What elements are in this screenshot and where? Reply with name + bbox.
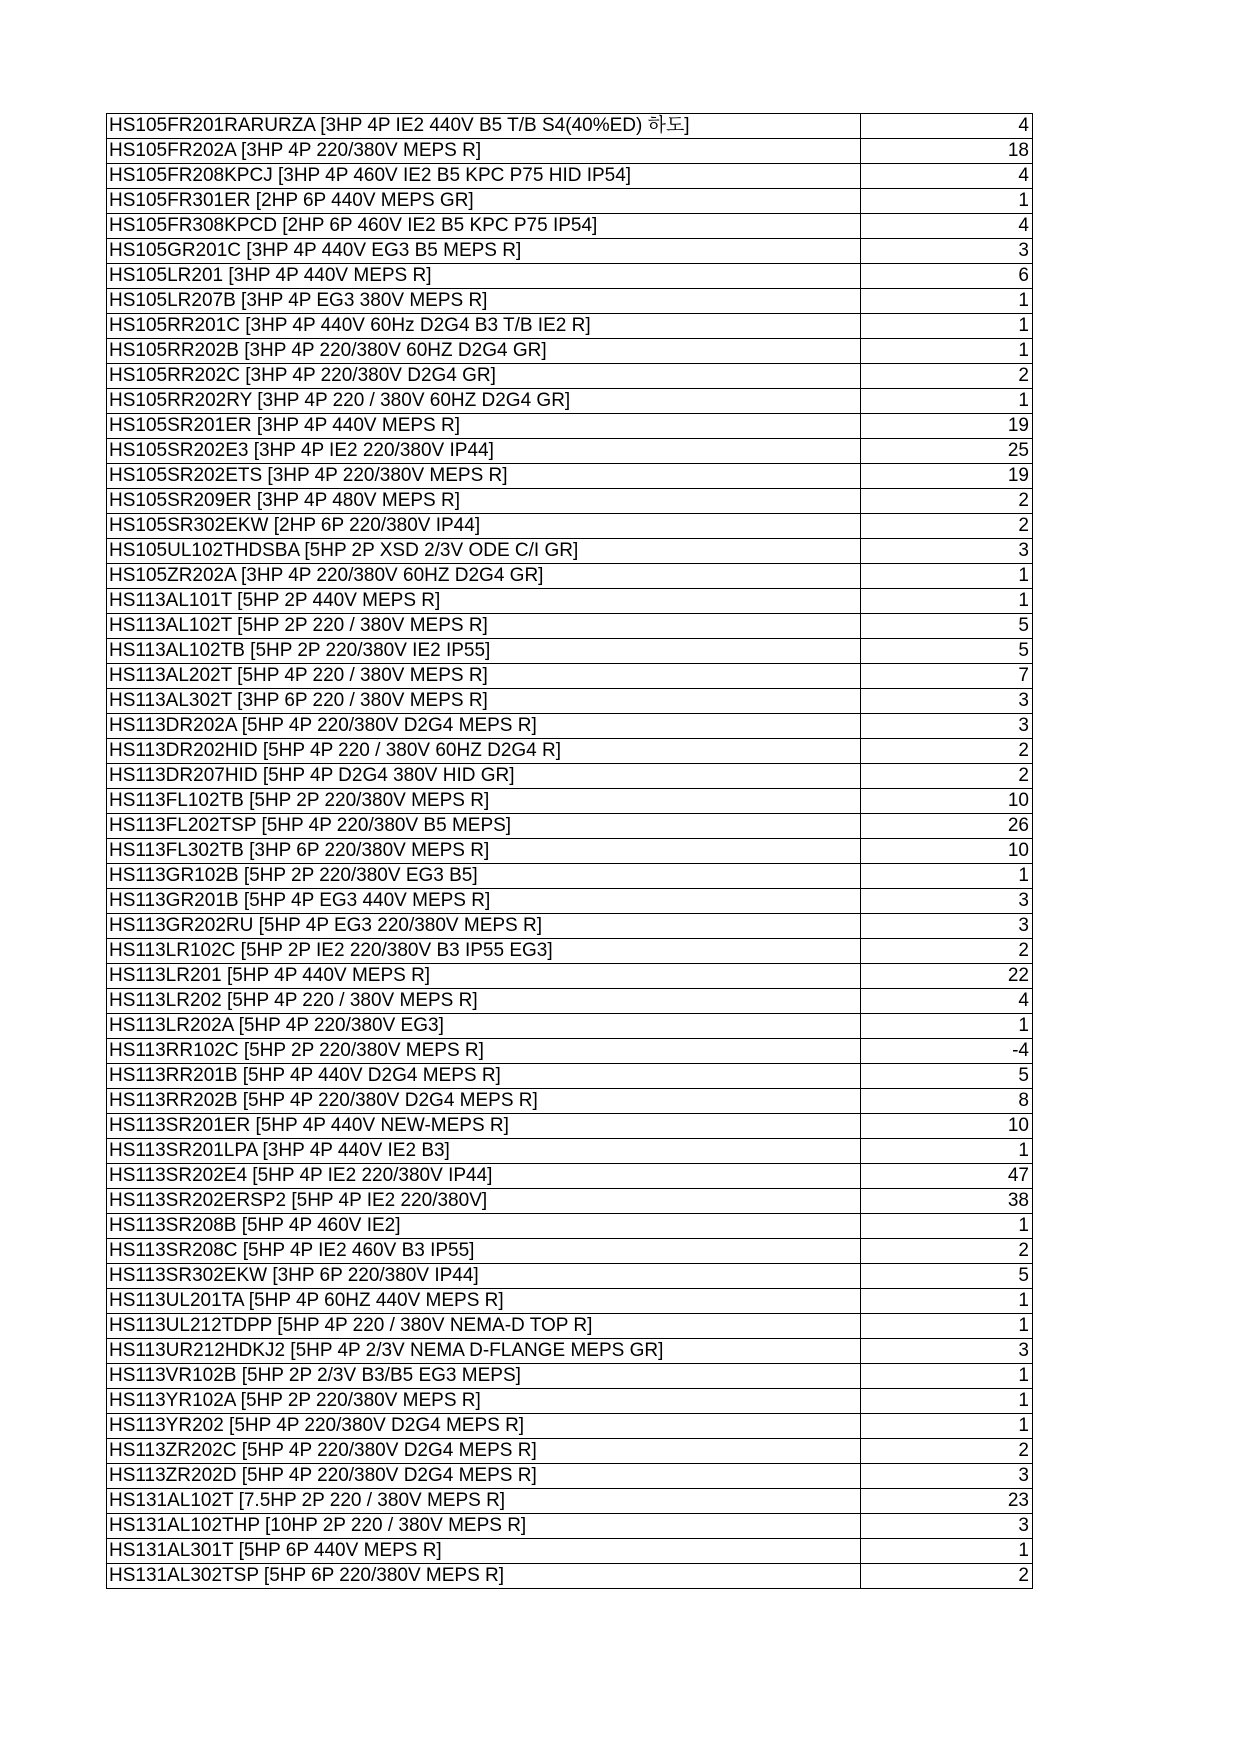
table-row	[107, 1239, 1033, 1264]
table-row	[107, 564, 1033, 589]
item-description-cell: HS113LR202 [5HP 4P 220 / 380V MEPS R]	[107, 989, 861, 1014]
table-row	[107, 689, 1033, 714]
table-row	[107, 164, 1033, 189]
item-description-cell: HS113DR207HID [5HP 4P D2G4 380V HID GR]	[107, 764, 861, 789]
item-description-cell: HS113AL102TB [5HP 2P 220/380V IE2 IP55]	[107, 639, 861, 664]
table-row	[107, 714, 1033, 739]
table-row	[107, 914, 1033, 939]
item-description-cell: HS113RR102C [5HP 2P 220/380V MEPS R]	[107, 1039, 861, 1064]
item-description-cell: HS113SR202ERSP2 [5HP 4P IE2 220/380V]	[107, 1189, 861, 1214]
item-description-cell: HS113FL302TB [3HP 6P 220/380V MEPS R]	[107, 839, 861, 864]
quantity-cell: 1	[861, 389, 1033, 414]
table-row	[107, 1014, 1033, 1039]
item-description-cell: HS113UL212TDPP [5HP 4P 220 / 380V NEMA-D TOP R]	[107, 1314, 861, 1339]
quantity-cell: 5	[861, 1064, 1033, 1089]
item-description-cell: HS113GR102B [5HP 2P 220/380V EG3 B5]	[107, 864, 861, 889]
item-description-cell: HS105FR202A [3HP 4P 220/380V MEPS R]	[107, 139, 861, 164]
quantity-cell: 4	[861, 989, 1033, 1014]
quantity-cell: 1	[861, 1139, 1033, 1164]
table-row	[107, 1339, 1033, 1364]
item-description-cell: HS131AL102THP [10HP 2P 220 / 380V MEPS R]	[107, 1514, 861, 1539]
item-description-cell: HS113LR201 [5HP 4P 440V MEPS R]	[107, 964, 861, 989]
item-description-cell: HS113YR202 [5HP 4P 220/380V D2G4 MEPS R]	[107, 1414, 861, 1439]
quantity-cell: 2	[861, 1239, 1033, 1264]
table-row	[107, 1514, 1033, 1539]
item-description-cell: HS113SR202E4 [5HP 4P IE2 220/380V IP44]	[107, 1164, 861, 1189]
table-row	[107, 489, 1033, 514]
quantity-cell: 3	[861, 1339, 1033, 1364]
item-description-cell: HS105FR201RARURZA [3HP 4P IE2 440V B5 T/B S4(40%ED) 하도]	[107, 114, 861, 139]
table-row	[107, 1539, 1033, 1564]
item-description-cell: HS105SR202ETS [3HP 4P 220/380V MEPS R]	[107, 464, 861, 489]
item-description-cell: HS113DR202A [5HP 4P 220/380V D2G4 MEPS R]	[107, 714, 861, 739]
item-description-cell: HS113SR201LPA [3HP 4P 440V IE2 B3]	[107, 1139, 861, 1164]
quantity-cell: 1	[861, 1314, 1033, 1339]
quantity-cell: 1	[861, 589, 1033, 614]
item-description-cell: HS113YR102A [5HP 2P 220/380V MEPS R]	[107, 1389, 861, 1414]
table-row	[107, 664, 1033, 689]
item-description-cell: HS105SR202E3 [3HP 4P IE2 220/380V IP44]	[107, 439, 861, 464]
quantity-cell: 2	[861, 489, 1033, 514]
table-row	[107, 989, 1033, 1014]
table-row	[107, 1214, 1033, 1239]
quantity-cell: 1	[861, 1289, 1033, 1314]
table-row	[107, 889, 1033, 914]
table-row	[107, 189, 1033, 214]
quantity-cell: 2	[861, 739, 1033, 764]
item-description-cell: HS113SR208C [5HP 4P IE2 460V B3 IP55]	[107, 1239, 861, 1264]
table-row	[107, 589, 1033, 614]
item-description-cell: HS105RR202B [3HP 4P 220/380V 60HZ D2G4 GR]	[107, 339, 861, 364]
item-description-cell: HS113VR102B [5HP 2P 2/3V B3/B5 EG3 MEPS]	[107, 1364, 861, 1389]
table-row	[107, 414, 1033, 439]
quantity-cell: 23	[861, 1489, 1033, 1514]
quantity-cell: 6	[861, 264, 1033, 289]
table-row	[107, 314, 1033, 339]
item-description-cell: HS105LR207B [3HP 4P EG3 380V MEPS R]	[107, 289, 861, 314]
item-description-cell: HS113DR202HID [5HP 4P 220 / 380V 60HZ D2G4 R]	[107, 739, 861, 764]
table-row	[107, 464, 1033, 489]
item-description-cell: HS105RR201C [3HP 4P 440V 60Hz D2G4 B3 T/B IE2 R]	[107, 314, 861, 339]
item-description-cell: HS113SR208B [5HP 4P 460V IE2]	[107, 1214, 861, 1239]
item-description-cell: HS113LR202A [5HP 4P 220/380V EG3]	[107, 1014, 861, 1039]
table-row	[107, 1264, 1033, 1289]
quantity-cell: 2	[861, 1564, 1033, 1589]
quantity-cell: 2	[861, 514, 1033, 539]
item-description-cell: HS105LR201 [3HP 4P 440V MEPS R]	[107, 264, 861, 289]
quantity-cell: 4	[861, 114, 1033, 139]
table-row	[107, 1314, 1033, 1339]
quantity-cell: 3	[861, 1464, 1033, 1489]
item-description-cell: HS131AL302TSP [5HP 6P 220/380V MEPS R]	[107, 1564, 861, 1589]
quantity-cell: 2	[861, 1439, 1033, 1464]
quantity-cell: 1	[861, 564, 1033, 589]
table-row	[107, 214, 1033, 239]
item-description-cell: HS113RR202B [5HP 4P 220/380V D2G4 MEPS R]	[107, 1089, 861, 1114]
quantity-cell: 8	[861, 1089, 1033, 1114]
table-row	[107, 1089, 1033, 1114]
table-row	[107, 389, 1033, 414]
table-row	[107, 114, 1033, 139]
item-description-cell: HS105RR202RY [3HP 4P 220 / 380V 60HZ D2G4 GR]	[107, 389, 861, 414]
item-description-cell: HS113UL201TA [5HP 4P 60HZ 440V MEPS R]	[107, 1289, 861, 1314]
table-row	[107, 839, 1033, 864]
quantity-cell: 22	[861, 964, 1033, 989]
quantity-cell: 47	[861, 1164, 1033, 1189]
quantity-cell: 5	[861, 614, 1033, 639]
quantity-cell: 3	[861, 914, 1033, 939]
item-description-cell: HS113AL101T [5HP 2P 440V MEPS R]	[107, 589, 861, 614]
table-row	[107, 439, 1033, 464]
item-description-cell: HS105RR202C [3HP 4P 220/380V D2G4 GR]	[107, 364, 861, 389]
quantity-cell: 1	[861, 339, 1033, 364]
inventory-table-body	[107, 114, 1033, 1589]
quantity-cell: 4	[861, 214, 1033, 239]
quantity-cell: 1	[861, 1364, 1033, 1389]
table-row	[107, 239, 1033, 264]
item-description-cell: HS113FL202TSP [5HP 4P 220/380V B5 MEPS]	[107, 814, 861, 839]
table-row	[107, 964, 1033, 989]
quantity-cell: 5	[861, 1264, 1033, 1289]
item-description-cell: HS105SR209ER [3HP 4P 480V MEPS R]	[107, 489, 861, 514]
item-description-cell: HS113GR202RU [5HP 4P EG3 220/380V MEPS R]	[107, 914, 861, 939]
table-row	[107, 289, 1033, 314]
quantity-cell: 1	[861, 314, 1033, 339]
item-description-cell: HS105FR208KPCJ [3HP 4P 460V IE2 B5 KPC P75 HID IP54]	[107, 164, 861, 189]
table-row	[107, 264, 1033, 289]
table-row	[107, 514, 1033, 539]
quantity-cell: 3	[861, 889, 1033, 914]
table-row	[107, 1364, 1033, 1389]
table-row	[107, 864, 1033, 889]
quantity-cell: 2	[861, 939, 1033, 964]
table-row	[107, 539, 1033, 564]
table-row	[107, 1139, 1033, 1164]
quantity-cell: 19	[861, 464, 1033, 489]
quantity-cell: 19	[861, 414, 1033, 439]
quantity-cell: 1	[861, 1389, 1033, 1414]
table-row	[107, 1039, 1033, 1064]
quantity-cell: 3	[861, 239, 1033, 264]
quantity-cell: 18	[861, 139, 1033, 164]
table-row	[107, 1189, 1033, 1214]
quantity-cell: 2	[861, 364, 1033, 389]
table-row	[107, 364, 1033, 389]
item-description-cell: HS105SR201ER [3HP 4P 440V MEPS R]	[107, 414, 861, 439]
table-row	[107, 1489, 1033, 1514]
table-row	[107, 1389, 1033, 1414]
quantity-cell: 10	[861, 839, 1033, 864]
quantity-cell: 38	[861, 1189, 1033, 1214]
item-description-cell: HS131AL301T [5HP 6P 440V MEPS R]	[107, 1539, 861, 1564]
table-row	[107, 739, 1033, 764]
table-row	[107, 814, 1033, 839]
item-description-cell: HS113SR302EKW [3HP 6P 220/380V IP44]	[107, 1264, 861, 1289]
item-description-cell: HS113GR201B [5HP 4P EG3 440V MEPS R]	[107, 889, 861, 914]
item-description-cell: HS105FR301ER [2HP 6P 440V MEPS GR]	[107, 189, 861, 214]
item-description-cell: HS113ZR202C [5HP 4P 220/380V D2G4 MEPS R]	[107, 1439, 861, 1464]
item-description-cell: HS105UL102THDSBA [5HP 2P XSD 2/3V ODE C/I GR]	[107, 539, 861, 564]
quantity-cell: 25	[861, 439, 1033, 464]
quantity-cell: -4	[861, 1039, 1033, 1064]
quantity-cell: 5	[861, 639, 1033, 664]
quantity-cell: 3	[861, 1514, 1033, 1539]
item-description-cell: HS105GR201C [3HP 4P 440V EG3 B5 MEPS R]	[107, 239, 861, 264]
table-row	[107, 1464, 1033, 1489]
item-description-cell: HS113LR102C [5HP 2P IE2 220/380V B3 IP55 EG3]	[107, 939, 861, 964]
item-description-cell: HS113AL202T [5HP 4P 220 / 380V MEPS R]	[107, 664, 861, 689]
table-row	[107, 1064, 1033, 1089]
quantity-cell: 1	[861, 1539, 1033, 1564]
table-row	[107, 139, 1033, 164]
quantity-cell: 1	[861, 289, 1033, 314]
item-description-cell: HS113AL102T [5HP 2P 220 / 380V MEPS R]	[107, 614, 861, 639]
table-row	[107, 614, 1033, 639]
quantity-cell: 7	[861, 664, 1033, 689]
quantity-cell: 1	[861, 1014, 1033, 1039]
item-description-cell: HS113UR212HDKJ2 [5HP 4P 2/3V NEMA D-FLANGE MEPS GR]	[107, 1339, 861, 1364]
quantity-cell: 26	[861, 814, 1033, 839]
table-row	[107, 1114, 1033, 1139]
table-row	[107, 789, 1033, 814]
item-description-cell: HS131AL102T [7.5HP 2P 220 / 380V MEPS R]	[107, 1489, 861, 1514]
table-row	[107, 1439, 1033, 1464]
quantity-cell: 3	[861, 539, 1033, 564]
item-description-cell: HS113ZR202D [5HP 4P 220/380V D2G4 MEPS R]	[107, 1464, 861, 1489]
quantity-cell: 1	[861, 864, 1033, 889]
item-description-cell: HS105ZR202A [3HP 4P 220/380V 60HZ D2G4 GR]	[107, 564, 861, 589]
item-description-cell: HS113RR201B [5HP 4P 440V D2G4 MEPS R]	[107, 1064, 861, 1089]
table-row	[107, 1164, 1033, 1189]
quantity-cell: 1	[861, 1214, 1033, 1239]
table-row	[107, 1414, 1033, 1439]
inventory-table	[106, 113, 1033, 1589]
quantity-cell: 1	[861, 1414, 1033, 1439]
item-description-cell: HS113AL302T [3HP 6P 220 / 380V MEPS R]	[107, 689, 861, 714]
table-row	[107, 939, 1033, 964]
item-description-cell: HS105SR302EKW [2HP 6P 220/380V IP44]	[107, 514, 861, 539]
quantity-cell: 10	[861, 1114, 1033, 1139]
quantity-cell: 3	[861, 714, 1033, 739]
item-description-cell: HS113SR201ER [5HP 4P 440V NEW-MEPS R]	[107, 1114, 861, 1139]
quantity-cell: 4	[861, 164, 1033, 189]
item-description-cell: HS113FL102TB [5HP 2P 220/380V MEPS R]	[107, 789, 861, 814]
quantity-cell: 2	[861, 764, 1033, 789]
quantity-cell: 10	[861, 789, 1033, 814]
quantity-cell: 3	[861, 689, 1033, 714]
quantity-cell: 1	[861, 189, 1033, 214]
table-row	[107, 639, 1033, 664]
table-row	[107, 1289, 1033, 1314]
table-row	[107, 339, 1033, 364]
table-row	[107, 1564, 1033, 1589]
table-row	[107, 764, 1033, 789]
item-description-cell: HS105FR308KPCD [2HP 6P 460V IE2 B5 KPC P75 IP54]	[107, 214, 861, 239]
